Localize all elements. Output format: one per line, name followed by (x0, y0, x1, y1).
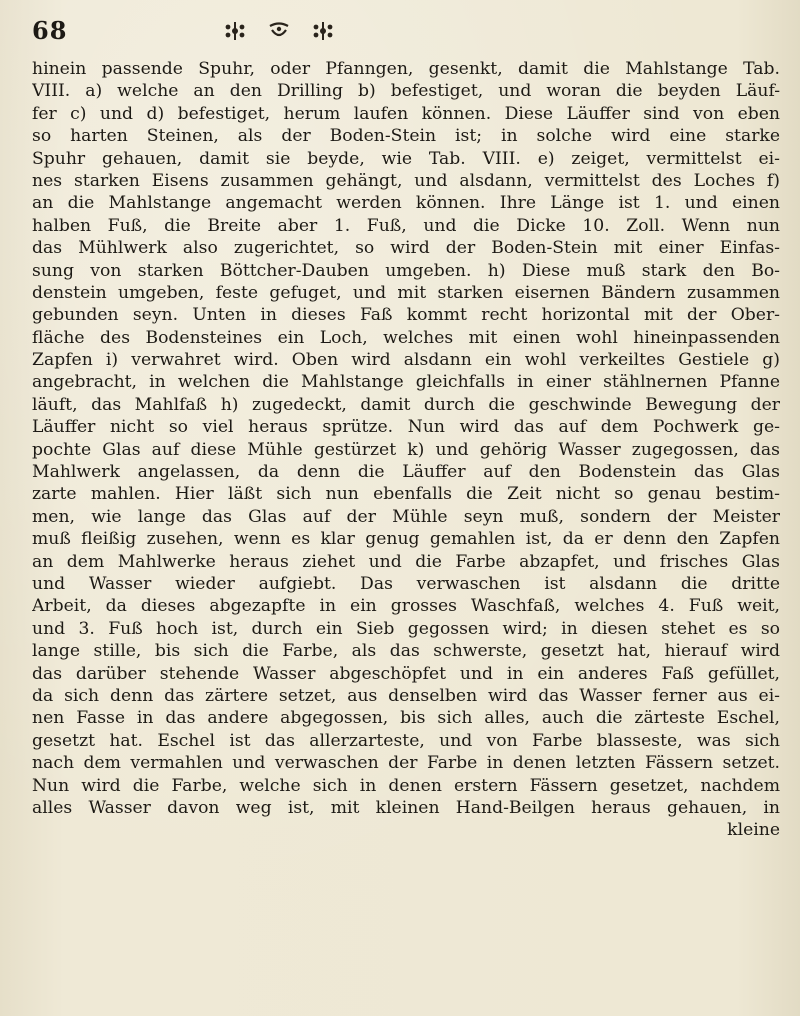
text-line: lange stille, bis sich die Farbe, als das schwerste, gesetzt hat, hierauf wird (32, 641, 780, 662)
page-header (32, 14, 780, 48)
text-line: Nun wird die Farbe, welche sich in denen erstern Fässern gesetzet, nachdem (32, 775, 780, 796)
text-line: so harten Steinen, als der Boden-Stein ist; in solche wird eine starke (32, 126, 780, 147)
text-line: fläche des Bodensteines ein Loch, welches mit einen wohl hineinpassenden (32, 327, 780, 348)
text-line: läuft, das Mahlfaß h) zugedeckt, damit durch die geschwinde Bewegung der (32, 394, 780, 415)
text-line: pochte Glas auf diese Mühle gestürzet k) und gehörig Wasser zugegossen, das (32, 439, 780, 460)
text-line: alles Wasser davon weg ist, mit kleinen Hand-Beilgen heraus gehauen, in (32, 797, 780, 818)
text-line: und 3. Fuß hoch ist, durch ein Sieb gegossen wird; in diesen stehet es so (32, 618, 780, 639)
floral-ornament-icon (222, 21, 248, 41)
text-line: angebracht, in welchen die Mahlstange gleichfalls in einer stählnernen Pfanne (32, 372, 780, 393)
text-line: halben Fuß, die Breite aber 1. Fuß, und die Dicke 10. Zoll. Wenn nun (32, 215, 780, 236)
text-line: Spuhr gehauen, damit sie beyde, wie Tab. VIII. e) zeiget, vermittelst ei- (32, 148, 780, 169)
text-line: hinein passende Spuhr, oder Pfanngen, gesenkt, damit die Mahlstange Tab. (32, 59, 780, 79)
text-line: da sich denn das zärtere setzet, aus denselben wird das Wasser ferner aus ei- (32, 685, 780, 706)
text-line: das Mühlwerk also zugerichtet, so wird der Boden-Stein mit einer Einfas- (32, 238, 780, 259)
text-line: das darüber stehende Wasser abgeschöpfet und in ein anderes Faß gefüllet, (32, 663, 780, 684)
text-line: nes starken Eisens zusammen gehängt, und alsdann, vermittelst des Loches f) (32, 170, 780, 191)
text-line: nach dem vermahlen und verwaschen der Farbe in denen letzten Fässern setzet. (32, 753, 780, 774)
text-line: men, wie lange das Glas auf der Mühle seyn muß, sondern der Meister (32, 506, 780, 527)
catchword: kleine (727, 820, 780, 841)
text-line: VIII. a) welche an den Drilling b) befestiget, und woran die beyden Läuf- (32, 81, 780, 102)
text-line: und Wasser wieder aufgiebt. Das verwaschen ist alsdann die dritte (32, 573, 780, 594)
text-line: Läuffer nicht so viel heraus sprütze. Nun wird das auf dem Pochwerk ge- (32, 417, 780, 438)
text-line: nen Fasse in das andere abgegossen, bis sich alles, auch die zärteste Eschel, (32, 708, 780, 729)
text-line: zarte mahlen. Hier läßt sich nun ebenfalls die Zeit nicht so genau bestim- (32, 484, 780, 505)
text-line: an die Mahlstange angemacht werden können. Ihre Länge ist 1. und einen (32, 193, 780, 214)
header-ornaments (222, 20, 372, 42)
text-line: Zapfen i) verwahret wird. Oben wird alsdann ein wohl verkeiltes Gestiele g) (32, 350, 780, 371)
text-line: muß fleißig zusehen, wenn es klar genug gemahlen ist, da er denn den Zapfen (32, 529, 780, 550)
text-line: sung von starken Böttcher-Dauben umgeben. h) Diese muß stark den Bo- (32, 260, 780, 281)
page-number: 68 (32, 16, 68, 45)
page-text-body (32, 58, 780, 1008)
text-line: an dem Mahlwerke heraus ziehet und die Farbe abzapfet, und frisches Glas (32, 551, 780, 572)
floral-ornament-icon (310, 21, 336, 41)
heart-ornament-icon (266, 21, 292, 41)
text-line: gesetzt hat. Eschel ist das allerzarteste, und von Farbe blasseste, was sich (32, 730, 780, 751)
text-line: Arbeit, da dieses abgezapfte in ein grosses Waschfaß, welches 4. Fuß weit, (32, 596, 780, 617)
text-line: denstein umgeben, feste gefuget, und mit starken eisernen Bändern zusammen (32, 282, 780, 303)
text-line: fer c) und d) befestiget, herum laufen können. Diese Läuffer sind von eben (32, 103, 780, 124)
text-line: Mahlwerk angelassen, da denn die Läuffer auf den Bodenstein das Glas (32, 462, 780, 483)
text-line: gebunden seyn. Unten in dieses Faß kommt recht horizontal mit der Ober- (32, 305, 780, 326)
